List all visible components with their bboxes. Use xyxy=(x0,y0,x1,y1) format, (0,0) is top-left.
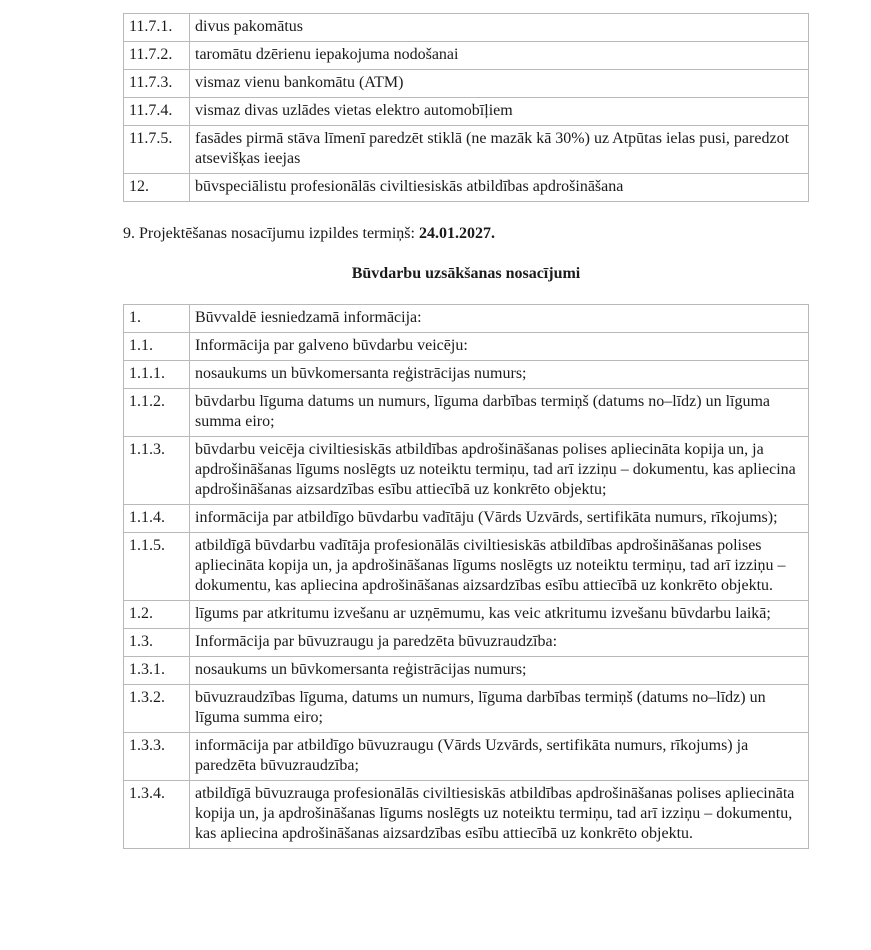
row-number: 1.1.2. xyxy=(124,389,190,437)
row-text: būvdarbu veicēja civiltiesiskās atbildības apdrošināšanas polises apliecināta kopija un, ja apdrošināšanas līgums noslēgts uz noteiktu termiņu, tad arī izziņu – dokumentu, kas apliecina apdrošināšanas aizsardzības esību attiecībā uz konkrēto objektu; xyxy=(190,437,809,505)
deadline-paragraph xyxy=(123,224,495,244)
row-text: būvspeciālistu profesionālās civiltiesiskās atbildības apdrošināšana xyxy=(190,174,809,202)
requirements-table xyxy=(123,13,809,202)
table-row xyxy=(124,70,809,98)
row-number: 11.7.1. xyxy=(124,14,190,42)
row-text: Informācija par galveno būvdarbu veicēju: xyxy=(190,333,809,361)
table-row xyxy=(124,505,809,533)
table-row xyxy=(124,601,809,629)
row-number: 1.1.5. xyxy=(124,533,190,601)
row-number: 1.2. xyxy=(124,601,190,629)
row-text: būvdarbu līguma datums un numurs, līguma darbības termiņš (datums no–līdz) un līguma summa eiro; xyxy=(190,389,809,437)
row-number: 1.1.1. xyxy=(124,361,190,389)
row-number: 12. xyxy=(124,174,190,202)
requirements-table-continued xyxy=(123,13,809,202)
row-number: 1.3.3. xyxy=(124,733,190,781)
table-row xyxy=(124,733,809,781)
deadline-date: 24.01.2027. xyxy=(418,225,495,242)
row-text: informācija par atbildīgo būvdarbu vadītāju (Vārds Uzvārds, sertifikāta numurs, rīkojums); xyxy=(190,505,809,533)
row-text: Informācija par būvuzraugu ja paredzēta būvuzraudzība: xyxy=(190,629,809,657)
table-row xyxy=(124,98,809,126)
row-number: 1.3.4. xyxy=(124,781,190,849)
table-row xyxy=(124,174,809,202)
table-row xyxy=(124,437,809,505)
row-text: nosaukums un būvkomersanta reģistrācijas numurs; xyxy=(190,657,809,685)
row-number: 11.7.4. xyxy=(124,98,190,126)
row-text: divus pakomātus xyxy=(190,14,809,42)
row-text: Būvvaldē iesniedzamā informācija: xyxy=(190,305,809,333)
row-number: 1.1. xyxy=(124,333,190,361)
table-row xyxy=(124,126,809,174)
row-number: 1. xyxy=(124,305,190,333)
table-row xyxy=(124,14,809,42)
table-row xyxy=(124,389,809,437)
row-text: nosaukums un būvkomersanta reģistrācijas numurs; xyxy=(190,361,809,389)
row-number: 11.7.5. xyxy=(124,126,190,174)
row-text: vismaz divas uzlādes vietas elektro automobīļiem xyxy=(190,98,809,126)
row-text: taromātu dzērienu iepakojuma nodošanai xyxy=(190,42,809,70)
row-number: 11.7.3. xyxy=(124,70,190,98)
conditions-table xyxy=(123,304,809,849)
table-row xyxy=(124,657,809,685)
table-row xyxy=(124,305,809,333)
deadline-label: 9. Projektēšanas nosacījumu izpildes termiņš: xyxy=(123,225,419,242)
row-text: fasādes pirmā stāva līmenī paredzēt stiklā (ne mazāk kā 30%) uz Atpūtas ielas pusi, paredzot atsevišķas ieejas xyxy=(190,126,809,174)
row-number: 1.3. xyxy=(124,629,190,657)
row-number: 1.1.4. xyxy=(124,505,190,533)
row-number: 1.3.1. xyxy=(124,657,190,685)
table-row xyxy=(124,685,809,733)
construction-start-conditions xyxy=(123,304,809,849)
row-number: 11.7.2. xyxy=(124,42,190,70)
row-number: 1.1.3. xyxy=(124,437,190,505)
table-row xyxy=(124,629,809,657)
row-text: būvuzraudzības līguma, datums un numurs, līguma darbības termiņš (datums no–līdz) un līguma summa eiro; xyxy=(190,685,809,733)
table-row xyxy=(124,781,809,849)
row-text: atbildīgā būvuzrauga profesionālās civiltiesiskās atbildības apdrošināšanas polises apliecināta kopija un, ja apdrošināšanas līgums noslēgts uz noteiktu termiņu, tad arī izziņu – dokumentu, kas apliecina apdrošināšanas aizsardzības esību attiecībā uz konkrēto objektu. xyxy=(190,781,809,849)
table-row xyxy=(124,42,809,70)
table-row xyxy=(124,361,809,389)
row-text: vismaz vienu bankomātu (ATM) xyxy=(190,70,809,98)
row-text: līgums par atkritumu izvešanu ar uzņēmumu, kas veic atkritumu izvešanu būvdarbu laikā; xyxy=(190,601,809,629)
row-text: atbildīgā būvdarbu vadītāja profesionālās civiltiesiskās atbildības apdrošināšanas polises apliecināta kopija un, ja apdrošināšanas līgums noslēgts uz noteiktu termiņu, tad arī izziņu – dokumentu, kas apliecina apdrošināšanas aizsardzības esību attiecībā uz konkrēto objektu. xyxy=(190,533,809,601)
row-text: informācija par atbildīgo būvuzraugu (Vārds Uzvārds, sertifikāta numurs, rīkojums) ja paredzēta būvuzraudzība; xyxy=(190,733,809,781)
table-row xyxy=(124,533,809,601)
table-row xyxy=(124,333,809,361)
row-number: 1.3.2. xyxy=(124,685,190,733)
section-title: Būvdarbu uzsākšanas nosacījumi xyxy=(351,265,581,282)
